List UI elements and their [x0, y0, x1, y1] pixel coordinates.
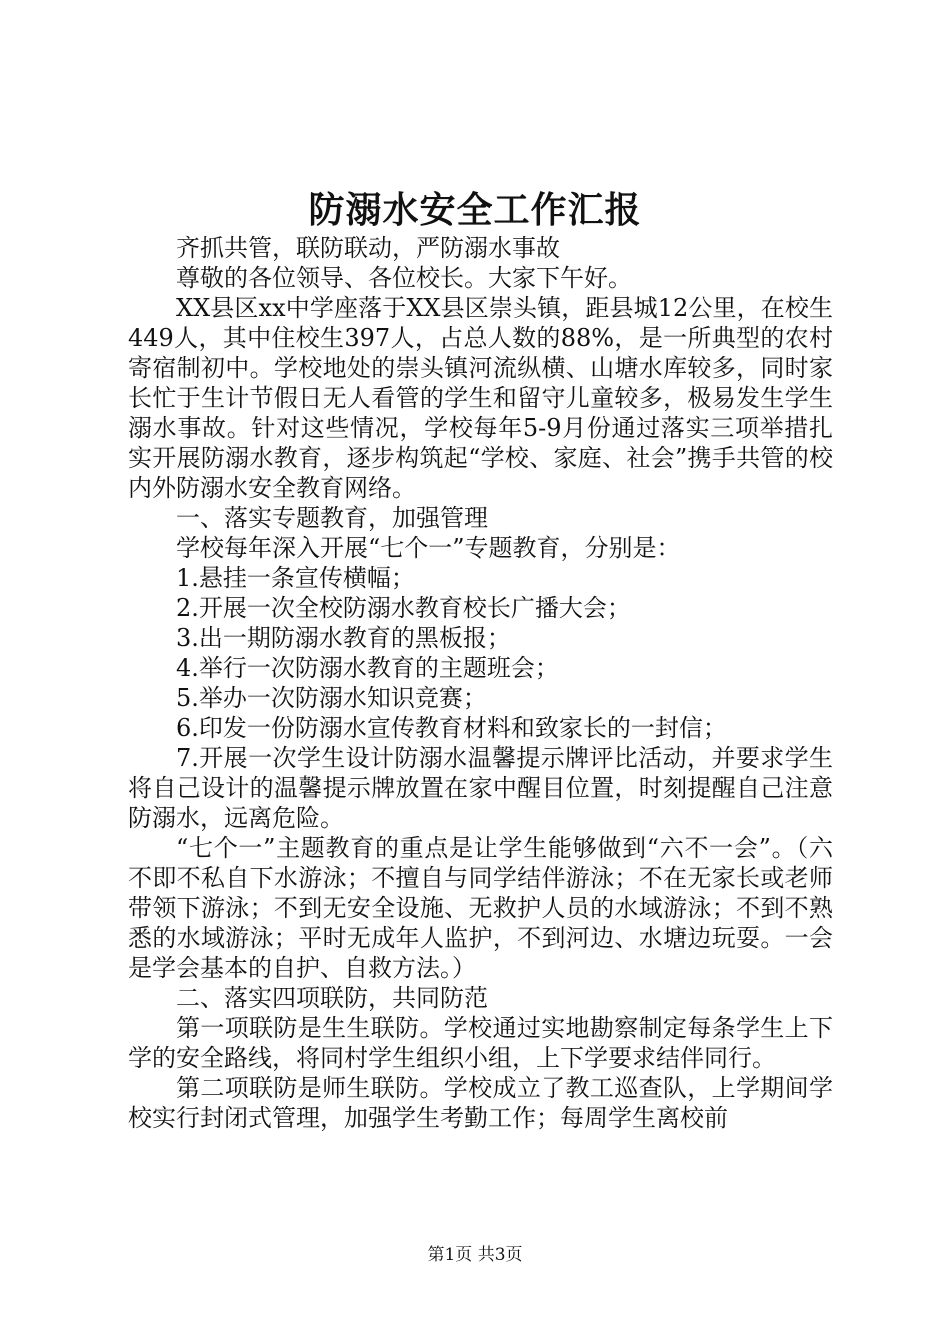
six-not-one-paragraph: “七个一”主题教育的重点是让学生能够做到“六不一会”。（六不即不私自下水游泳；不擅自与同学结伴游泳；不在无家长或老师带领下游泳；不到无安全设施、无救护人员的水域游泳；不到不熟悉的水域游泳；平时无成年人监护，不到河边、水塘边玩耍。一会是学会基本的自护、自救方法。）	[128, 834, 833, 982]
list-item-1: 1.悬挂一条宣传横幅；	[176, 564, 415, 592]
list-item-5: 5.举办一次防溺水知识竞赛；	[176, 684, 487, 712]
list-item-2: 2.开展一次全校防溺水教育校长广播大会；	[176, 594, 631, 622]
list-item-3: 3.出一期防溺水教育的黑板报；	[176, 624, 511, 652]
joint-defense-2-paragraph: 第二项联防是师生联防。学校成立了教工巡查队，上学期间学校实行封闭式管理，加强学生考勤工作；每周学生离校前	[128, 1074, 833, 1132]
section-1-intro: 学校每年深入开展“七个一”专题教育，分别是：	[176, 534, 681, 562]
list-item-6: 6.印发一份防溺水宣传教育材料和致家长的一封信；	[176, 714, 727, 742]
list-item-7: 7.开展一次学生设计防溺水温馨提示牌评比活动，并要求学生将自己设计的温馨提示牌放置在家中醒目位置，时刻提醒自己注意防溺水，远离危险。	[128, 744, 833, 832]
page-footer: 第1页 共3页	[427, 1245, 523, 1265]
document-title: 防溺水安全工作汇报	[308, 189, 642, 231]
subtitle-paragraph: 齐抓共管，联防联动，严防溺水事故	[176, 234, 560, 262]
section-heading-2: 二、落实四项联防，共同防范	[176, 984, 488, 1012]
greeting-paragraph: 尊敬的各位领导、各位校长。大家下午好。	[176, 264, 632, 292]
joint-defense-1-paragraph: 第一项联防是生生联防。学校通过实地勘察制定每条学生上下学的安全路线，将同村学生组织小组，上下学要求结伴同行。	[128, 1014, 833, 1072]
intro-paragraph: XX县区xx中学座落于XX县区崇头镇，距县城12公里，在校生449人，其中住校生397人，占总人数的88%，是一所典型的农村寄宿制初中。学校地处的崇头镇河流纵横、山塘水库较多，同时家长忙于生计节假日无人看管的学生和留守儿童较多，极易发生学生溺水事故。针对这些情况，学校每年5-9月份通过落实三项举措扎实开展防溺水教育，逐步构筑起“学校、家庭、社会”携手共管的校内外防溺水安全教育网络。	[128, 294, 833, 502]
section-heading-1: 一、落实专题教育，加强管理	[176, 504, 488, 532]
document-body	[128, 233, 833, 1133]
list-item-4: 4.举行一次防溺水教育的主题班会；	[176, 654, 559, 682]
